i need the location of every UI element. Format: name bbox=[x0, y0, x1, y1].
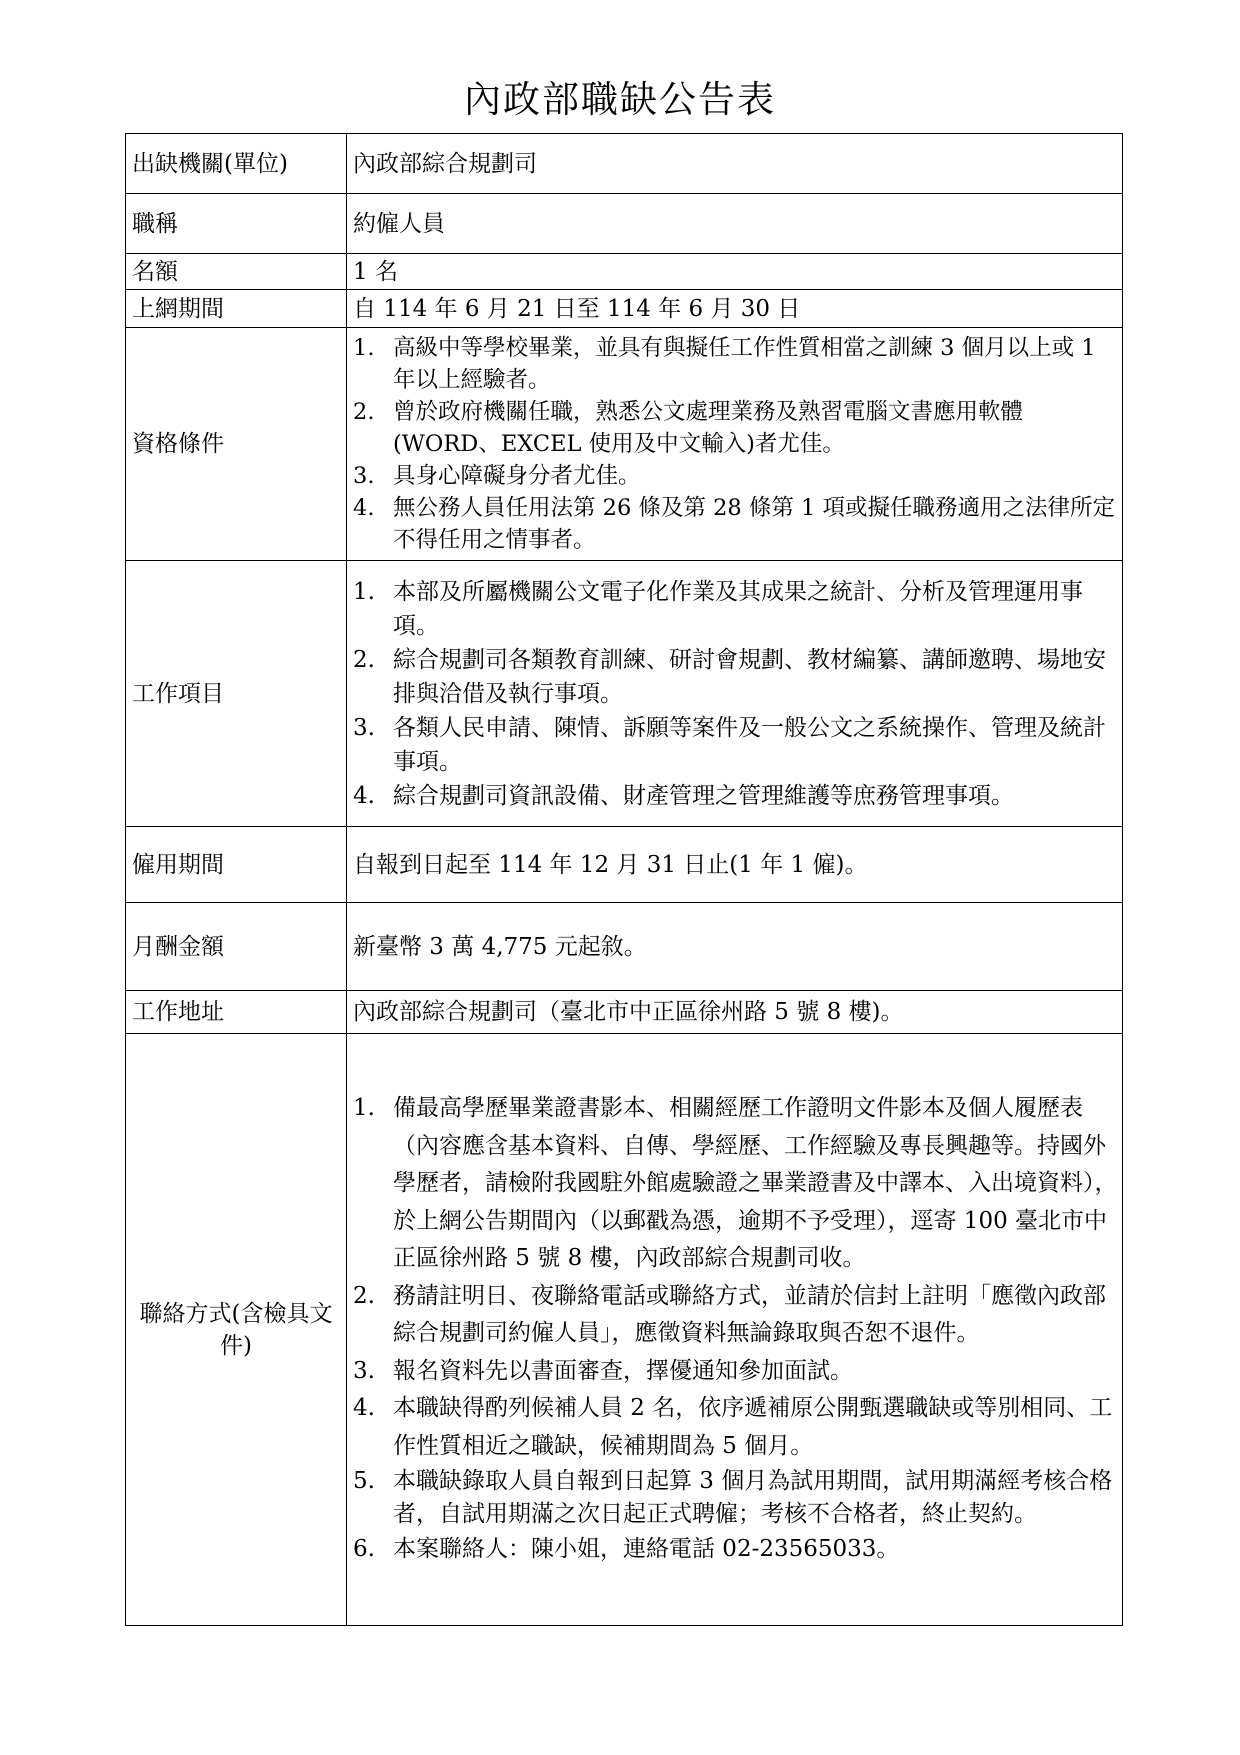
quota-label: 名額 bbox=[126, 254, 347, 290]
work-address-value: 內政部綜合規劃司（臺北市中正區徐州路 5 號 8 樓)。 bbox=[347, 991, 1123, 1034]
page-title: 內政部職缺公告表 bbox=[464, 78, 776, 121]
list-item: 2. 綜合規劃司各類教育訓練、研討會規劃、教材編纂、講師邀聘、場地安排與洽借及執行事項。 bbox=[353, 646, 1106, 707]
duties-list bbox=[353, 575, 1122, 813]
table-row-posting-period bbox=[126, 290, 1123, 328]
list-item: 1. 備最高學歷畢業證書影本、相關經歷工作證明文件影本及個人履歷表（內容應含基本資料、自傳、學經歷、工作經驗及專長興趣等。持國外學歷者，請檢附我國駐外館處驗證之畢業證書及中譯本、入出境資料），於上網公告期間內（以郵戳為憑，逾期不予受理），逕寄 100 臺北市中正區徐州路 5 號 8 樓，內政部綜合規劃司收。 bbox=[353, 1095, 1118, 1272]
table-row-duties bbox=[126, 561, 1123, 827]
duties-label: 工作項目 bbox=[126, 561, 347, 827]
list-item: 3. 各類人民申請、陳情、訴願等案件及一般公文之系統操作、管理及統計事項。 bbox=[353, 714, 1106, 775]
agency-value: 內政部綜合規劃司 bbox=[347, 134, 1123, 194]
contact-label: 聯絡方式(含檢具文件) bbox=[126, 1034, 347, 1626]
employment-period-label: 僱用期間 bbox=[126, 827, 347, 903]
table-row-employment-period bbox=[126, 827, 1123, 903]
salary-label: 月酬金額 bbox=[126, 903, 347, 991]
table-row-quota bbox=[126, 254, 1123, 290]
quota-value: 1 名 bbox=[347, 254, 1123, 290]
work-address-label: 工作地址 bbox=[126, 991, 347, 1034]
list-item: 5. 本職缺錄取人員自報到日起算 3 個月為試用期間，試用期滿經考核合格者，自試用期滿之次日起正式聘僱；考核不合格者，終止契約。 bbox=[353, 1468, 1113, 1528]
salary-value: 新臺幣 3 萬 4,775 元起敘。 bbox=[347, 903, 1123, 991]
qualifications-list bbox=[353, 332, 1122, 556]
duties-value bbox=[347, 561, 1123, 827]
qualifications-label: 資格條件 bbox=[126, 328, 347, 561]
list-item: 4. 無公務人員任用法第 26 條及第 28 條第 1 項或擬任職務適用之法律所定不得任用之情事者。 bbox=[353, 495, 1115, 553]
table-row-agency bbox=[126, 134, 1123, 194]
list-item: 1. 高級中等學校畢業，並具有與擬任工作性質相當之訓練 3 個月以上或 1 年以上經驗者。 bbox=[353, 335, 1096, 393]
agency-label: 出缺機關(單位) bbox=[126, 134, 347, 194]
table-row-qualifications bbox=[126, 328, 1123, 561]
list-item: 2. 曾於政府機關任職，熟悉公文處理業務及熟習電腦文書應用軟體(WORD、EXCEL 使用及中文輸入)者尤佳。 bbox=[353, 399, 1024, 457]
list-item: 4. 本職缺得酌列候補人員 2 名，依序遞補原公開甄選職缺或等別相同、工作性質相近之職缺，候補期間為 5 個月。 bbox=[353, 1395, 1113, 1459]
list-item: 6. 本案聯絡人：陳小姐，連絡電話 02-23565033。 bbox=[353, 1536, 900, 1563]
posting-period-value: 自 114 年 6 月 21 日至 114 年 6 月 30 日 bbox=[347, 290, 1123, 328]
table-row-work-address bbox=[126, 991, 1123, 1034]
job-notice-table bbox=[125, 133, 1123, 1626]
table-row-position bbox=[126, 194, 1123, 254]
list-item: 2. 務請註明日、夜聯絡電話或聯絡方式，並請於信封上註明「應徵內政部綜合規劃司約僱人員」，應徵資料無論錄取與否恕不退件。 bbox=[353, 1282, 1106, 1347]
list-item: 1. 本部及所屬機關公文電子化作業及其成果之統計、分析及管理運用事項。 bbox=[353, 578, 1083, 639]
contact-list bbox=[353, 1090, 1122, 1569]
table-row-salary bbox=[126, 903, 1123, 991]
posting-period-label: 上網期間 bbox=[126, 290, 347, 328]
contact-value bbox=[347, 1034, 1123, 1626]
list-item: 4. 綜合規劃司資訊設備、財產管理之管理維護等庶務管理事項。 bbox=[353, 782, 1014, 809]
employment-period-value: 自報到日起至 114 年 12 月 31 日止(1 年 1 僱)。 bbox=[347, 827, 1123, 903]
position-label: 職稱 bbox=[126, 194, 347, 254]
list-item: 3. 報名資料先以書面審查，擇優通知參加面試。 bbox=[353, 1357, 853, 1384]
position-value: 約僱人員 bbox=[347, 194, 1123, 254]
list-item: 3. 具身心障礙身分者尤佳。 bbox=[353, 463, 641, 489]
qualifications-value bbox=[347, 328, 1123, 561]
table-row-contact bbox=[126, 1034, 1123, 1626]
